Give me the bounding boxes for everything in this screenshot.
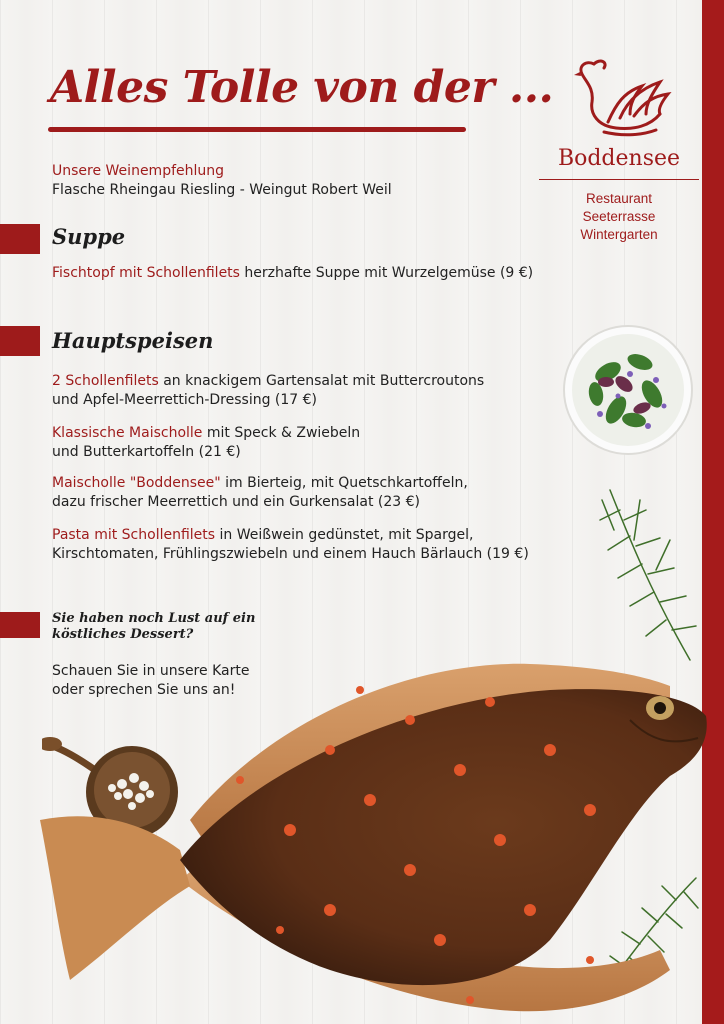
logo-name: Boddensee <box>557 146 681 171</box>
wine-recommendation <box>52 162 392 200</box>
dessert-question-line2: köstliches Dessert? <box>52 627 194 642</box>
menu-item-desc: im Bierteig, mit Quetschkartoffeln, <box>220 475 468 491</box>
logo-divider <box>539 179 699 180</box>
wine-text: Flasche Rheingau Riesling - Weingut Robert Weil <box>52 182 392 198</box>
menu-item-desc: mit Speck & Zwiebeln <box>202 425 361 441</box>
dill-herb-image <box>590 480 702 670</box>
dessert-note-line1: Schauen Sie in unsere Karte <box>52 663 250 679</box>
logo-line-seeterrasse: Seeterrasse <box>582 209 656 224</box>
plaice-fish-image <box>30 650 710 1024</box>
menu-item-name: Pasta mit Schollenfilets <box>52 527 216 543</box>
menu-item-main-1 <box>52 372 572 410</box>
menu-item-main-4 <box>52 526 572 564</box>
swan-logo-icon <box>564 52 674 142</box>
wine-label: Unsere Weinempfehlung <box>52 163 225 179</box>
dessert-note-line2: oder sprechen Sie uns an! <box>52 682 236 698</box>
menu-item-soup <box>52 264 572 283</box>
menu-item-main-3 <box>52 474 572 512</box>
menu-item-name: Fischtopf mit Schollenfilets <box>52 265 240 281</box>
logo-line-wintergarten: Wintergarten <box>580 227 658 242</box>
section-marker-mains <box>0 326 40 356</box>
menu-item-desc: dazu frischer Meerrettich und ein Gurkensalat (23 €) <box>52 494 421 510</box>
menu-item-desc: herzhafte Suppe mit Wurzelgemüse (9 €) <box>239 265 534 281</box>
menu-item-name: Maischolle "Boddensee" <box>52 475 221 491</box>
title-underline <box>48 127 466 132</box>
menu-item-desc: an knackigem Gartensalat mit Buttercroutons <box>158 373 485 389</box>
dessert-question-line1: Sie haben noch Lust auf ein <box>52 611 256 626</box>
dessert-question <box>52 611 272 643</box>
logo-line-restaurant: Restaurant <box>585 191 653 206</box>
menu-item-main-2 <box>52 424 572 462</box>
menu-item-name: 2 Schollenfilets <box>52 373 159 389</box>
menu-item-desc: Kirschtomaten, Frühlingszwiebeln und einem Hauch Bärlauch (19 €) <box>52 546 529 562</box>
menu-item-desc: und Apfel-Meerrettich-Dressing (17 €) <box>52 392 318 408</box>
section-title-soup: Suppe <box>52 224 126 249</box>
menu-item-name: Klassische Maischolle <box>52 425 203 441</box>
section-marker-dessert <box>0 612 40 638</box>
section-title-mains: Hauptspeisen <box>52 328 214 353</box>
restaurant-logo <box>538 52 700 244</box>
page-title: Alles Tolle von der ... <box>50 62 554 113</box>
salad-bowl-image <box>560 322 696 458</box>
section-marker-soup <box>0 224 40 254</box>
menu-item-desc: und Butterkartoffeln (21 €) <box>52 444 241 460</box>
menu-item-desc: in Weißwein gedünstet, mit Spargel, <box>215 527 474 543</box>
